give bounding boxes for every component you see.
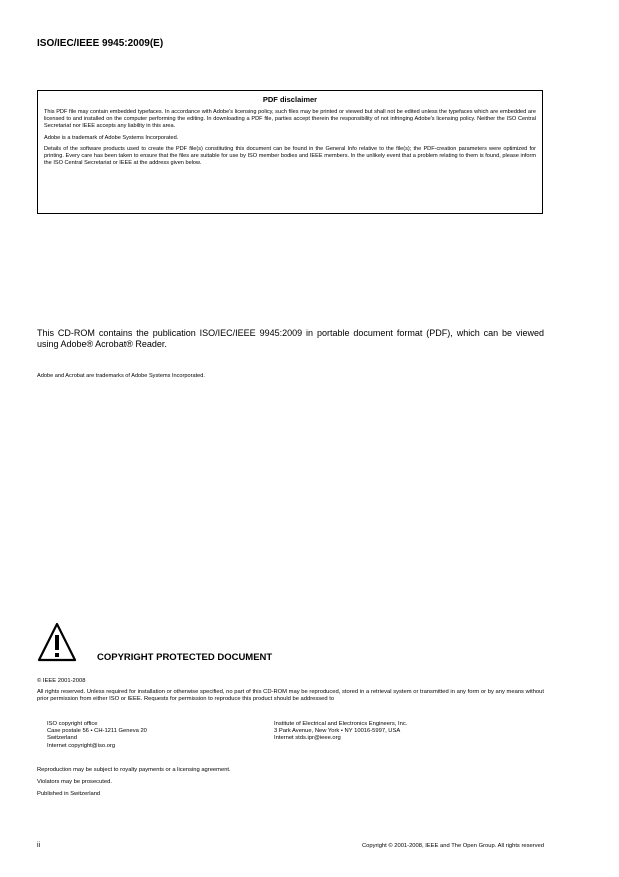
footer-copyright: Copyright © 2001-2008, IEEE and The Open Group. All rights reserved [361,843,544,849]
iso-address-line: Internet copyright@iso.org [47,742,116,749]
iso-address-line: Switzerland [47,735,77,742]
reproduction-note: Reproduction may be subject to royalty payments or a licensing agreement. [37,767,231,773]
trademark-note: Adobe and Acrobat are trademarks of Adobe Systems Incorporated. [37,373,205,379]
ieee-address-line: Internet stds.ipr@ieee.org [274,735,341,742]
ieee-address-line: 3 Park Avenue, New York • NY 10016-5997, USA [274,728,401,735]
disclaimer-paragraph: This PDF file may contain embedded typefaces. In accordance with Adobe's licensing policy, such files may be printed or viewed but shall not be edited unless the typefaces which are embedded are licensed to and installed on the computer performing the editing. In downloading a PDF file, parties accept therein the responsibility of not infringing Adobe's licensing policy. Neither the ISO Central Secretariat nor IEEE accepts any liability in this area. [44,109,536,130]
iso-address-line: ISO copyright office [47,721,98,727]
cdrom-description: This CD-ROM contains the publication ISO/IEC/IEEE 9945:2009 in portable document format (PDF), which can be viewed using Adobe® Acrobat® Reader. [37,328,544,349]
ieee-address [274,721,407,743]
iso-address-line: Case postale 56 • CH-1211 Geneva 20 [47,728,147,735]
rights-statement: All rights reserved. Unless required for installation or otherwise specified, no part of this CD-ROM may be reproduced, stored in a retrieval system or transmitted in any form or by any means without prior permission from either ISO or IEEE. Requests for permission to reproduce this product should be addressed to [37,689,544,703]
published-note: Published in Switzerland [37,791,101,797]
warning-triangle-icon [37,622,77,662]
copyright-heading: COPYRIGHT PROTECTED DOCUMENT [97,652,273,663]
disclaimer-title: PDF disclaimer [262,95,318,104]
pdf-disclaimer-box [37,90,543,214]
iso-address [47,721,147,750]
page-number: ii [37,842,41,849]
document-id: ISO/IEC/IEEE 9945:2009(E) [37,38,164,49]
copyright-notice: © IEEE 2001-2008 [37,678,86,684]
violators-note: Violators may be prosecuted. [37,779,112,785]
disclaimer-paragraph: Details of the software products used to create the PDF file(s) constituting this document can be found in the General Info relative to the file(s); the PDF-creation parameters were optimized for printing. Every care has been taken to ensure that the files are suitable for use by ISO member bodies and IEEE members. In the unlikely event that a problem relating to them is found, please inform the ISO Central Secretariat or IEEE at the address given below. [44,145,536,167]
disclaimer-paragraph: Adobe is a trademark of Adobe Systems Incorporated. [44,134,179,141]
ieee-address-line: Institute of Electrical and Electronics Engineers, Inc. [274,721,408,727]
